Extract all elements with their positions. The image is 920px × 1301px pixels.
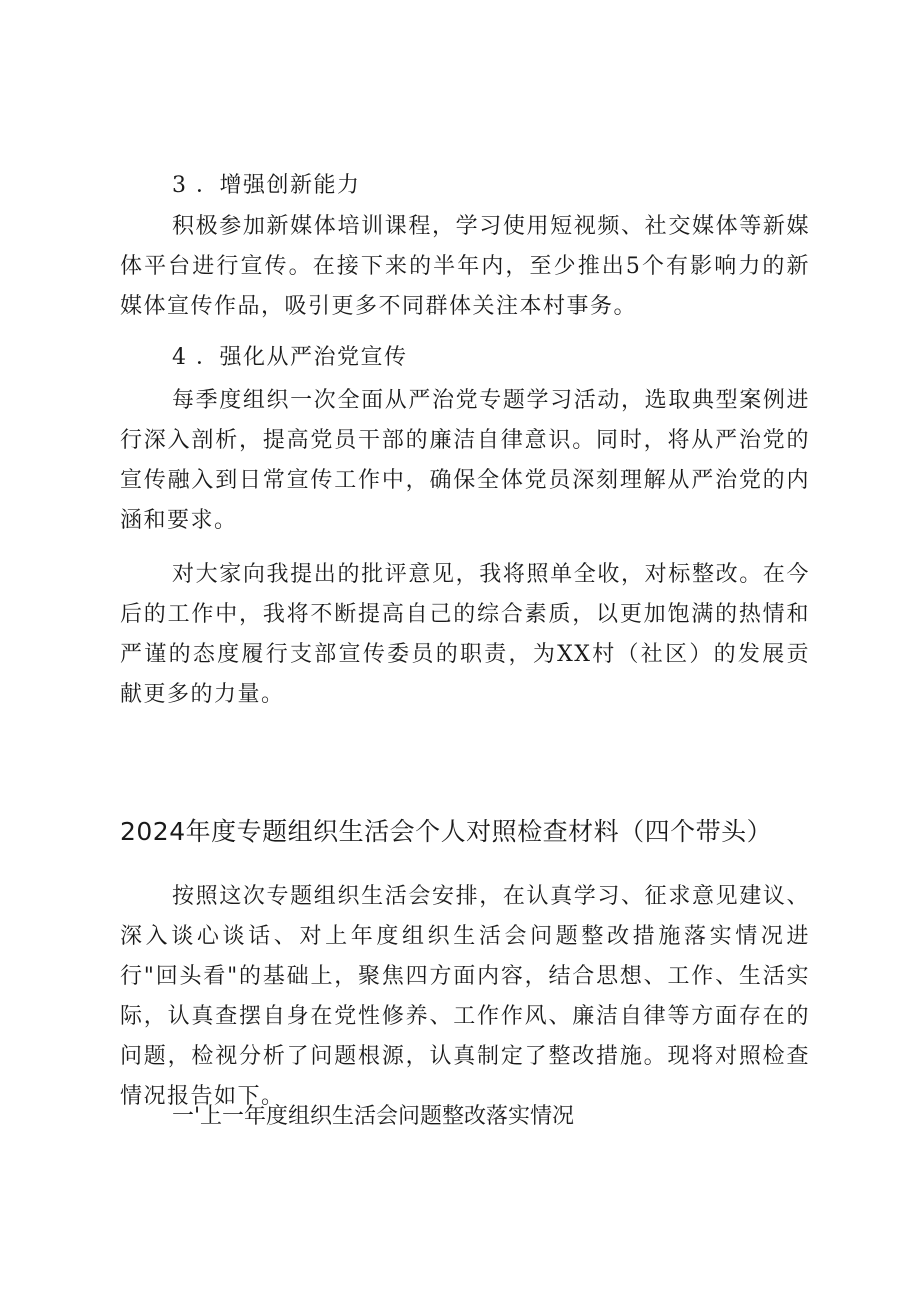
section-1-heading: 一'上一年度组织生活会问题整改落实情况 — [172, 1104, 575, 1129]
intro-paragraph: 按照这次专题组织生活会安排，在认真学习、征求意见建议、深入谈心谈话、对上年度组织生活会问题整改措施落实情况进行"回头看"的基础上，聚焦四方面内容，结合思想、工作、生活实际，认真查摆自身在党性修养、工作作风、廉洁自律等方面存在的问题，检视分析了问题根源，认真制定了整改措施。现将对照检查情况报告如下。 — [120, 884, 810, 1109]
closing-paragraph: 对大家向我提出的批评意见，我将照单全收，对标整改。在今后的工作中，我将不断提高自己的综合素质，以更加饱满的热情和严谨的态度履行支部宣传委员的职责，为XX村（社区）的发展贡献更多的力量。 — [120, 562, 810, 707]
item-3-heading: 3 ．增强创新能力 — [172, 173, 361, 198]
document-title: 2024年度专题组织生活会个人对照检查材料（四个带头） — [120, 817, 773, 846]
item-4-body: 每季度组织一次全面从严治党专题学习活动，选取典型案例进行深入剖析，提高党员干部的廉洁自律意识。同时，将从严治党的宣传融入到日常宣传工作中，确保全体党员深刻理解从严治党的内涵和要求。 — [120, 388, 810, 533]
item-3-body: 积极参加新媒体培训课程，学习使用短视频、社交媒体等新媒体平台进行宣传。在接下来的半年内，至少推出5个有影响力的新媒体宣传作品，吸引更多不同群体关注本村事务。 — [120, 214, 810, 319]
item-4-heading: 4 ．强化从严治党宣传 — [172, 345, 408, 370]
